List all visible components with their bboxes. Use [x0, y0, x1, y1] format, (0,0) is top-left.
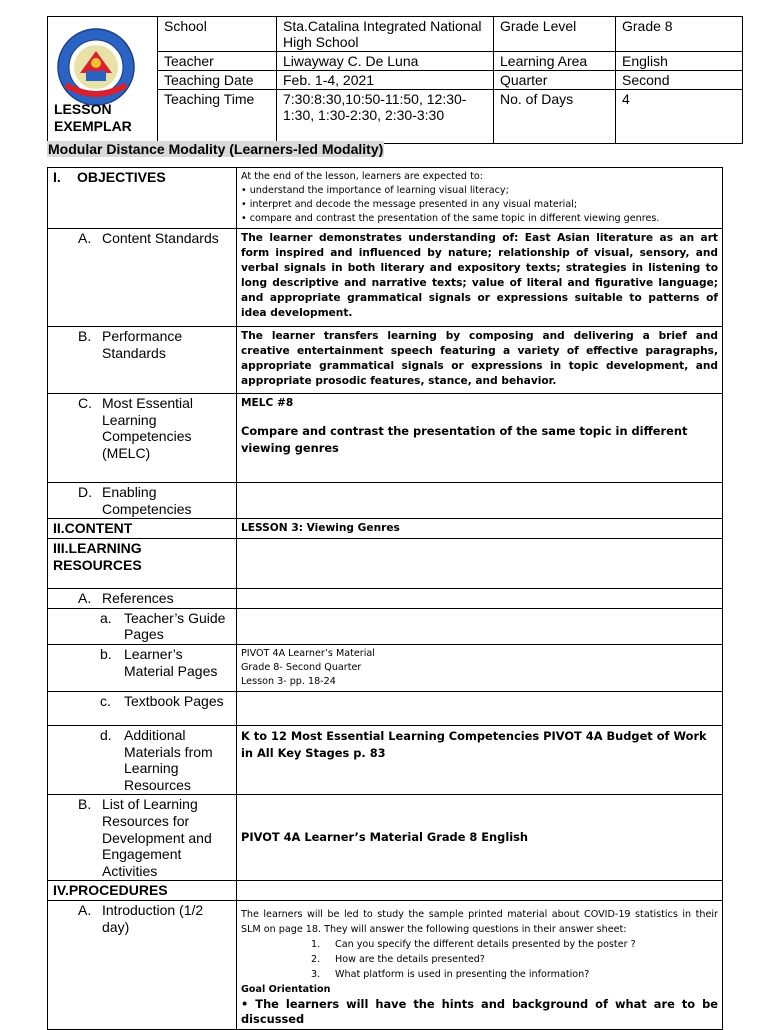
melc-row: [48, 394, 723, 483]
performance-standards-text: The learner transfers learning by composing and delivering a brief and creative entertainment speech featuring a variety of effective paragraphs, appropriate grammatical signals or expressions in topic development, and appropriate prosodic features, stance, and behavior.: [237, 327, 723, 394]
melc-text: Compare and contrast the presentation of the same topic in different viewing genres: [241, 424, 688, 455]
question-item: [241, 952, 718, 967]
quarter-label: Quarter: [494, 71, 616, 90]
resources-row: [48, 539, 723, 589]
objectives-label: [48, 168, 237, 229]
learners-material-marker: b.: [100, 645, 112, 662]
question-number: 1.: [311, 938, 321, 950]
learners-material-label: [48, 644, 237, 691]
teaching-date-value: Feb. 1-4, 2021: [277, 71, 494, 90]
performance-standards-marker: B.: [78, 328, 92, 344]
resources-content: [237, 539, 723, 589]
teacher-label: Teacher: [158, 52, 277, 71]
question-text: What platform is used in presenting the information?: [335, 968, 590, 980]
resources-label: III.LEARNING RESOURCES: [48, 539, 237, 589]
objective-item: • interpret and decode the message presented in any visual material;: [241, 199, 578, 210]
enabling-label-text: Enabling Competencies: [102, 484, 192, 517]
list-resources-value: PIVOT 4A Learner’s Material Grade 8 English: [241, 830, 529, 845]
references-content: [237, 589, 723, 609]
additional-materials-label: [48, 725, 237, 794]
objectives-row: [48, 168, 723, 229]
introduction-label: [48, 900, 237, 1029]
objective-item: • understand the importance of learning visual literacy;: [241, 185, 509, 196]
content-standards-label-text: Content Standards: [102, 230, 219, 246]
teaching-date-label: Teaching Date: [158, 71, 277, 90]
school-label: School: [158, 17, 277, 52]
list-resources-marker: B.: [78, 796, 92, 813]
lesson-exemplar-label: [54, 101, 132, 135]
content-label: II.CONTENT: [48, 519, 237, 539]
modality-heading: Modular Distance Modality (Learners-led Modality): [48, 141, 384, 157]
lesson-plan-table: [47, 167, 723, 1030]
question-number: 2.: [311, 953, 321, 965]
learning-area-value: English: [616, 52, 743, 71]
quarter-value: Second: [616, 71, 743, 90]
objectives-intro: At the end of the lesson, learners are expected to:: [241, 171, 483, 182]
additional-materials-text: K to 12 Most Essential Learning Competencies PIVOT 4A Budget of Work in All Key Stages p. 83: [237, 725, 723, 794]
content-value: LESSON 3: Viewing Genres: [237, 519, 723, 539]
list-resources-text: [237, 795, 723, 881]
introduction-label-text: Introduction (1/2 day): [102, 901, 204, 935]
procedures-label: IV.PROCEDURES: [48, 881, 237, 901]
content-standards-text: The learner demonstrates understanding of: East Asian literature as an art form inspired and influenced by nature; relationship of visual, sensory, and verbal signals in both literary and expository texts; strategies in listening to long descriptive and narrative texts; value of literal and figurative language; and appropriate grammatical signals or expressions suitable to patterns of idea development.: [237, 229, 723, 327]
objectives-marker: I.: [53, 169, 61, 185]
teaching-time-value: 7:30:8:30,10:50-11:50, 12:30-1:30, 1:30-2:30, 2:30-3:30: [277, 90, 494, 144]
question-number: 3.: [311, 968, 321, 980]
performance-standards-label: [48, 327, 237, 394]
textbook-row: [48, 691, 723, 725]
school-value: Sta.Catalina Integrated National High School: [277, 17, 494, 52]
teacher-value: Liwayway C. De Luna: [277, 52, 494, 71]
content-standards-label: [48, 229, 237, 327]
learners-material-line: Grade 8- Second Quarter: [241, 661, 362, 673]
enabling-marker: D.: [78, 484, 92, 500]
goal-orientation-text: • The learners will have the hints and background of what are to be discussed: [241, 996, 718, 1026]
list-resources-row: [48, 795, 723, 881]
textbook-label-text: Textbook Pages: [124, 692, 224, 709]
additional-materials-row: [48, 725, 723, 794]
logo-cell: [48, 17, 158, 144]
lesson-label-line: LESSON: [54, 101, 112, 117]
teaching-time-label: Teaching Time: [158, 90, 277, 144]
exemplar-label-line: EXEMPLAR: [54, 118, 132, 134]
learners-material-row: [48, 644, 723, 691]
melc-label: [48, 394, 237, 483]
learning-area-label: Learning Area: [494, 52, 616, 71]
references-label-text: References: [102, 590, 174, 607]
melc-code: MELC #8: [241, 397, 294, 409]
performance-standards-row: [48, 327, 723, 394]
teachers-guide-label: [48, 608, 237, 644]
content-row: [48, 519, 723, 539]
teachers-guide-label-text: Teacher’s Guide Pages: [124, 609, 226, 643]
header-table: [47, 16, 743, 144]
objectives-label-text: OBJECTIVES: [77, 169, 166, 185]
textbook-label: [48, 691, 237, 725]
question-item: [241, 967, 718, 982]
enabling-content: [237, 483, 723, 519]
procedures-content: [237, 881, 723, 901]
introduction-content: [237, 900, 723, 1029]
days-value: 4: [616, 90, 743, 144]
performance-standards-label-text: Performance Standards: [102, 328, 183, 361]
additional-materials-label-text: Additional Materials from Learning Resources: [124, 726, 213, 793]
melc-content: [237, 394, 723, 483]
procedures-row: [48, 881, 723, 901]
introduction-marker: A.: [78, 901, 92, 918]
objective-item: • compare and contrast the presentation of the same topic in different viewing genres.: [241, 213, 660, 224]
question-text: Can you specify the different details presented by the poster ?: [335, 938, 636, 950]
textbook-content: [237, 691, 723, 725]
teachers-guide-content: [237, 608, 723, 644]
learners-material-label-text: Learner’s Material Pages: [124, 645, 218, 679]
list-resources-label-text: List of Learning Resources for Development and Engagement Activities: [102, 796, 212, 879]
grade-level-label: Grade Level: [494, 17, 616, 52]
references-label: [48, 589, 237, 609]
additional-materials-marker: d.: [100, 726, 112, 743]
learners-material-line: PIVOT 4A Learner’s Material: [241, 647, 375, 659]
grade-level-value: Grade 8: [616, 17, 743, 52]
textbook-marker: c.: [100, 692, 111, 709]
melc-label-text: Most Essential Learning Competencies (MELC): [102, 395, 194, 461]
enabling-row: [48, 483, 723, 519]
question-item: [241, 937, 718, 952]
introduction-row: [48, 900, 723, 1029]
objectives-content: [237, 168, 723, 229]
question-text: How are the details presented?: [335, 953, 485, 965]
enabling-label: [48, 483, 237, 519]
content-standards-marker: A.: [78, 230, 92, 246]
content-standards-row: [48, 229, 723, 327]
days-label: No. of Days: [494, 90, 616, 144]
melc-marker: C.: [78, 395, 92, 411]
goal-orientation-heading: Goal Orientation: [241, 983, 331, 995]
learners-material-line: Lesson 3- pp. 18-24: [241, 675, 336, 687]
references-row: [48, 589, 723, 609]
learners-material-content: [237, 644, 723, 691]
introduction-text: The learners will be led to study the sample printed material about COVID-19 statistics in their SLM on page 18. They will answer the following questions in their answer sheet:: [241, 908, 718, 935]
references-marker: A.: [78, 590, 92, 607]
division-seal-icon: [56, 27, 136, 107]
list-resources-label: [48, 795, 237, 881]
teachers-guide-row: [48, 608, 723, 644]
teachers-guide-marker: a.: [100, 609, 112, 626]
